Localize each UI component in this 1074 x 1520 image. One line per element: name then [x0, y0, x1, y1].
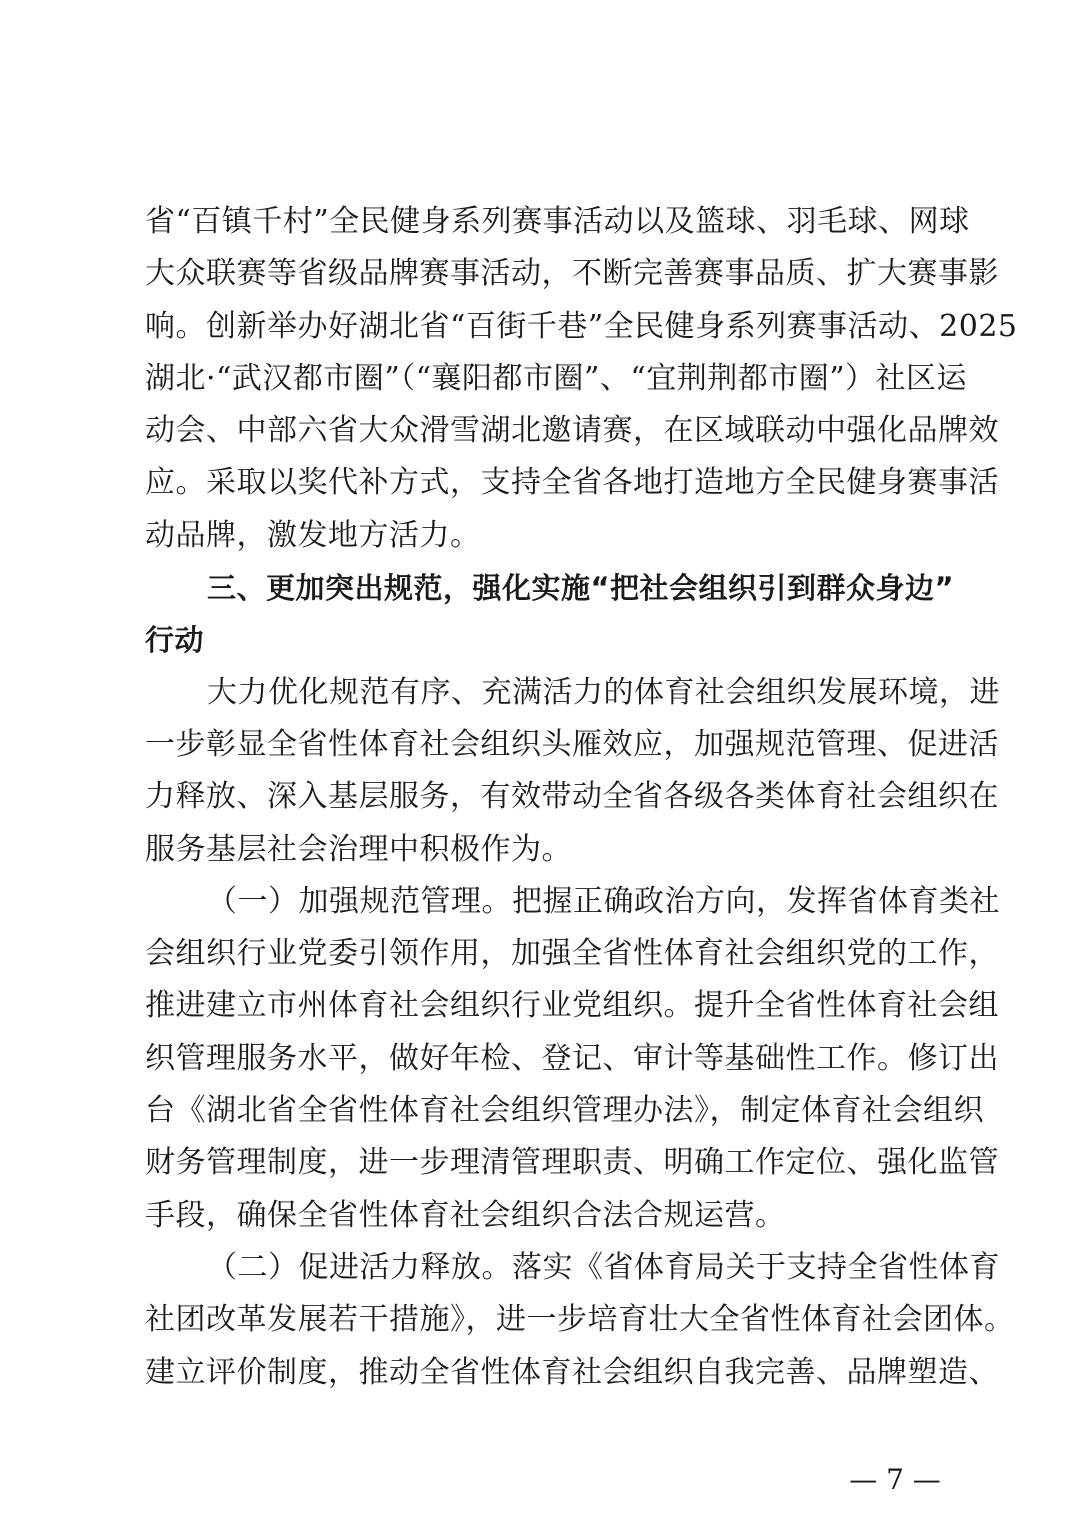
paragraph-line: 动品牌，激发地方活力。 [145, 517, 481, 553]
paragraph-line: 响。创新举办好湖北省“百街千巷”全民健身系列赛事活动、2025 [145, 308, 1018, 344]
paragraph-line: 推进建立市州体育社会组织行业党组织。提升全省性体育社会组 [145, 988, 999, 1024]
paragraph-line: 大众联赛等省级品牌赛事活动，不断完善赛事品质、扩大赛事影 [145, 256, 999, 292]
paragraph-line: 力释放、深入基层服务，有效带动全省各级各类体育社会组织在 [145, 779, 999, 815]
paragraph-line: 社团改革发展若干措施》，进一步培育壮大全省性体育社会团体。 [145, 1302, 1015, 1338]
paragraph-line: 织管理服务水平，做好年检、登记、审计等基础性工作。修订出 [145, 1040, 999, 1076]
section-heading-line: 三、更加突出规范，强化实施“把社会组织引到群众身边” [207, 571, 955, 606]
paragraph-line: 台《湖北省全省性体育社会组织管理办法》，制定体育社会组织 [145, 1093, 984, 1129]
paragraph-line: 手段，确保全省性体育社会组织合法合规运营。 [145, 1197, 786, 1233]
paragraph-line: 动会、中部六省大众滑雪湖北邀请赛，在区域联动中强化品牌效 [145, 413, 999, 449]
paragraph-line: 财务管理制度，进一步理清管理职责、明确工作定位、强化监管 [145, 1145, 999, 1181]
paragraph-line: （二）促进活力释放。落实《省体育局关于支持全省性体育 [207, 1249, 1000, 1285]
paragraph-line: 建立评价制度，推动全省性体育社会组织自我完善、品牌塑造、 [145, 1354, 999, 1390]
paragraph-line: 一步彰显全省性体育社会组织头雁效应，加强规范管理、促进活 [145, 726, 999, 762]
section-heading-line: 行动 [145, 623, 205, 658]
paragraph-line: 服务基层社会治理中积极作为。 [145, 831, 572, 867]
paragraph-line: 湖北·“武汉都市圈”（“襄阳都市圈”、“宜荆荆都市圈”）社区运 [145, 360, 968, 396]
page-number: — 7 — [849, 1463, 941, 1496]
document-body [145, 196, 1018, 1399]
paragraph-line: 省“百镇千村”全民健身系列赛事活动以及篮球、羽毛球、网球 [145, 204, 970, 239]
paragraph-line: 应。采取以奖代补方式，支持全省各地打造地方全民健身赛事活 [145, 465, 999, 501]
paragraph-line: 会组织行业党委引领作用，加强全省性体育社会组织党的工作， [145, 936, 999, 972]
paragraph-line: 大力优化规范有序、充满活力的体育社会组织发展环境，进 [207, 674, 1000, 710]
paragraph-line: （一）加强规范管理。把握正确政治方向，发挥省体育类社 [207, 883, 1000, 919]
